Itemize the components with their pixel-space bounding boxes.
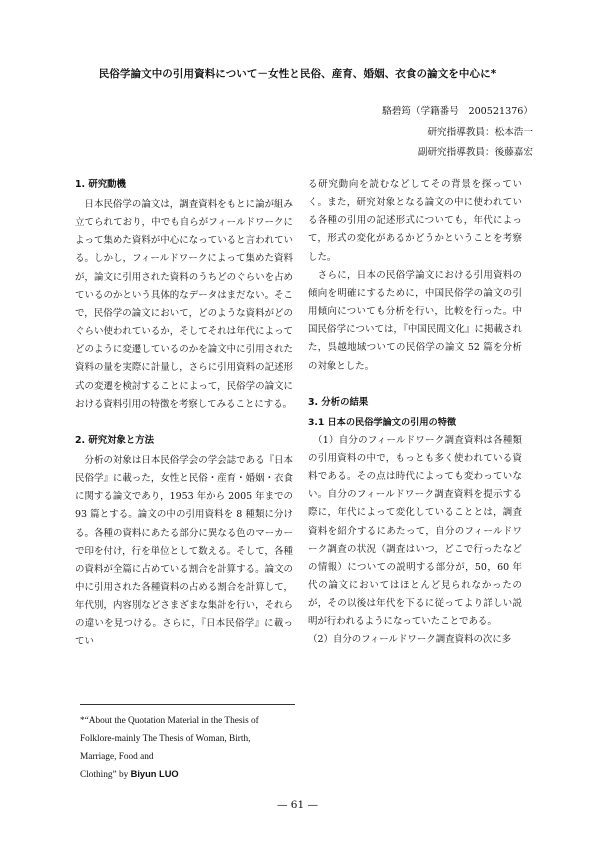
advisor-line: 研究指導教員：松本浩一 — [427, 126, 533, 138]
footnote-divider — [80, 704, 295, 705]
author-block — [382, 102, 533, 164]
footnote-author: Biyun LUO — [130, 769, 179, 780]
footnote-line: Marriage, Food and — [80, 751, 154, 762]
footnote — [80, 713, 310, 785]
subsection-heading-japanese-features: 3.1 日本の民俗学論文の引用の特徴 — [308, 416, 457, 428]
paragraph-method-continued: る研究動向を読むなどしてその背景を探っていく。また，研究対象となる論文の中に使われている各種の引用の記述形式についても，年代によって，形式の変化があるかどうかということを考察した。 — [308, 179, 522, 263]
paragraph-result-1: （1）自分のフィールドワーク調査資料は各種類の引用資料の中で，もっとも多く使われている資料である。その点は時代によっても変わっていない。自分のフィールドワーク調査資料を提示する際に，年代によって変化していることとは，調査資料を紹介するにあたって，自分のフィールドワーク調査の状況（調査はいつ，どこで行ったなどの情報）についての説明する部分が，50，60 年代の論文においてはほとんど見られなかったのが，その以後は年代を下るに従ってより詳しい説明が行われるようになっていたことである。 — [308, 434, 522, 628]
sub-advisor-line: 副研究指導教員：後藤嘉宏 — [417, 147, 533, 158]
paper-title: 民俗学論文中の引用資料について－女性と民俗、産育、婚姻、衣食の論文を中心に* — [98, 68, 497, 80]
right-column — [308, 176, 522, 650]
paragraph-method: 分析の対象は日本民俗学会の学会誌である『日本民俗学』に載った，女性と民俗・産育・婚姻・衣食に関する論文であり，1953 年から 2005 年までの 93 篇とする。論文の中の引用資料を 8 種類に分ける。各種の資料にあたる部分に異なる色のマーカーで印を付け，行を単位として数える。そして，各種の資料が全篇に占めている割合を計算する。論文の中に引用された各種資料の占める割合を計算して，年代別，内容別などさまざまな集計を行い，それらの違いを見つける。さらに，『日本民俗学』に載ってい — [75, 454, 293, 648]
paragraph-chinese-comparison: さらに，日本の民俗学論文における引用資料の傾向を明確にするために，中国民俗学の論文の引用傾向についても分析を行い，比較を行った。中国民俗学については，『中国民間文化』に掲載された，呉越地域ついての民俗学の論文 52 篇を分析の対象とした。 — [308, 269, 522, 372]
page-number: — 61 — — [276, 799, 319, 811]
paragraph-result-2: （2）自分のフィールドワーク調査資料の次に多 — [308, 634, 512, 646]
paragraph-motivation: 日本民俗学の論文は，調査資料をもとに論が組み立てられており，中でも自らがフィールドワークによって集めた資料が中心になっていると言われている。しかし，フィールドワークによって集めた資料が，論文に引用された資料のうちどのぐらいを占めているのかという具体的なデータはまだない。そこで，民俗学の論文において，どのような資料がどのぐらい使われているか，そしてそれは年代によってどのように変遷しているのかを論文中に引用された資料の量を実際に計量し，さらに引用資料の記述形式の変遷を検討することによって，民俗学の論文における資料引用の特徴を考察してみることにする。 — [75, 199, 293, 410]
author-name-line: 駱碧筠（学籍番号 200521376） — [382, 106, 533, 117]
footnote-line: *“About the Quotation Material in the Thesis of — [80, 716, 259, 726]
section-heading-motivation: 1. 研究動機 — [75, 179, 126, 190]
section-heading-results: 3. 分析の結果 — [308, 396, 369, 408]
section-heading-method: 2. 研究対象と方法 — [75, 434, 154, 446]
left-column — [75, 176, 293, 652]
footnote-line: Clothing” by Biyun LUO — [80, 769, 179, 781]
footnote-line: Folklore-mainly The Thesis of Woman, Birth, — [80, 733, 251, 744]
